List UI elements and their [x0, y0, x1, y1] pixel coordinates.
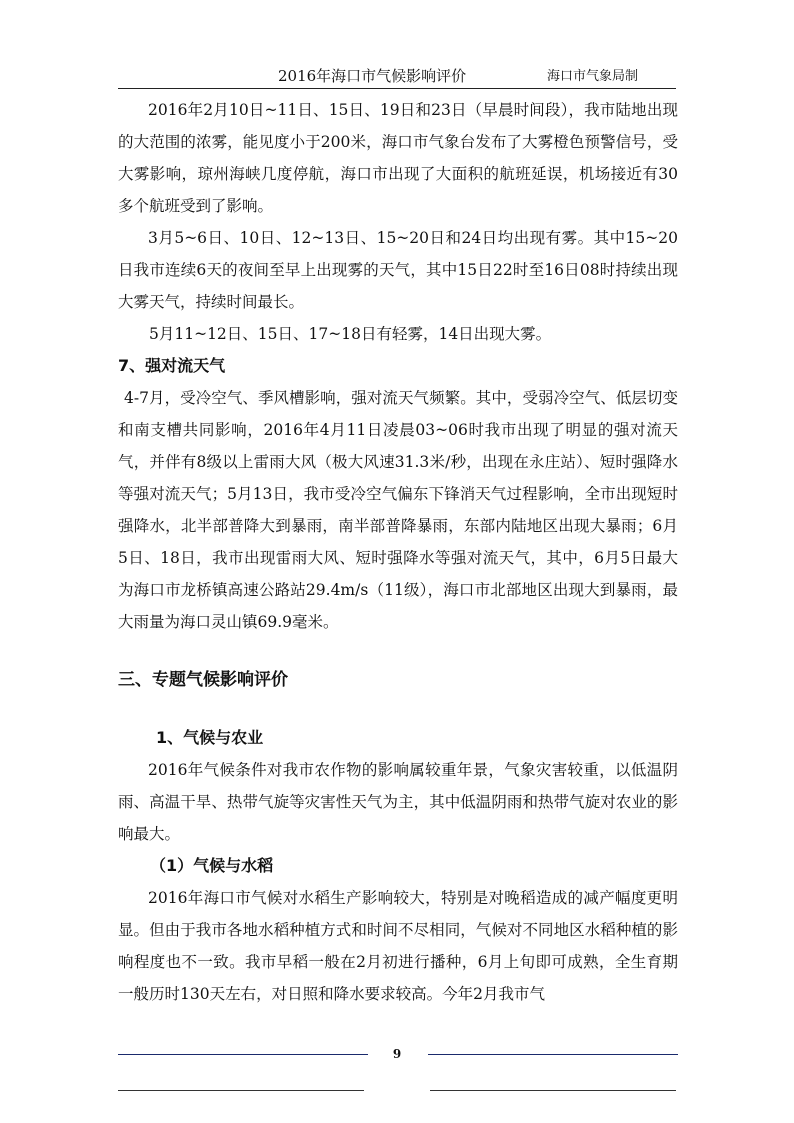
- paragraph-fog-may: 5月11~12日、15日、17~18日有轻雾，14日出现大雾。: [149, 325, 552, 343]
- paragraph-rice: 2016年海口市气候对水稻生产影响较大，特别是对晚稻造成的减产幅度更明显。但由于我市各地水稻种植方式和时间不尽相同，气候对不同地区水稻种植的影响程度也不一致。我市早稻一般在2月初进行播种，6月上旬即可成熟，全生育期一般历时130天左右，对日照和降水要求较高。今年2月我市气: [118, 889, 678, 1003]
- paragraph-convection: 4-7月，受冷空气、季风槽影响，强对流天气频繁。其中，受弱冷空气、低层切变和南支槽共同影响，2016年4月11日凌晨03~06时我市出现了明显的强对流天气，并伴有8级以上雷雨大风（极大风速31.3米/秒，出现在永庄站）、短时强降水等强对流天气；5月13日，我市受冷空气偏东下锋消天气过程影响，全市出现短时强降水，北半部普降大到暴雨，南半部普降暴雨，东部内陆地区出现大暴雨；6月5日、18日，我市出现雷雨大风、短时强降水等强对流天气，其中，6月5日最大为海口市龙桥镇高速公路站29.4m/s（11级），海口市北部地区出现大到暴雨，最大雨量为海口灵山镇69.9毫米。: [118, 389, 678, 631]
- page-number: 9: [392, 1047, 402, 1061]
- paragraph-fog-february: 2016年2月10日~11日、15日、19日和23日（早晨时间段），我市陆地出现的大范围的浓雾，能见度小于200米，海口市气象台发布了大雾橙色预警信号，受大雾影响，琼州海峡几度停航，海口市出现了大面积的航班延误，机场接近有30多个航班受到了影响。: [118, 101, 678, 215]
- paragraph-fog-march: 3月5~6日、10日、12~13日、15~20日和24日均出现有雾。其中15~20日我市连续6天的夜间至早上出现雾的天气，其中15日22时至16日08时持续出现大雾天气，持续时间最长。: [118, 229, 678, 311]
- footer-rule-left: [118, 1054, 368, 1055]
- page-header: [118, 66, 676, 89]
- document-body: [118, 94, 678, 1010]
- footer-rule-bottom-right: [430, 1090, 676, 1091]
- paragraph-agriculture: 2016年气候条件对我市农作物的影响属较重年景，气象灾害较重，以低温阴雨、高温干旱、热带气旋等灾害性天气为主，其中低温阴雨和热带气旋对农业的影响最大。: [118, 761, 678, 843]
- header-org: 海口市气象局制: [546, 69, 638, 84]
- footer-rule-right: [428, 1054, 678, 1055]
- page-footer: [0, 1040, 794, 1100]
- header-title: 2016年海口市气候影响评价: [278, 67, 467, 85]
- section-title: 三、专题气候影响评价: [118, 670, 288, 690]
- heading-agriculture: 1、气候与农业: [156, 728, 264, 747]
- heading-convection: 7、强对流天气: [118, 356, 226, 375]
- heading-rice: （1）气候与水稻: [150, 856, 274, 875]
- footer-rule-bottom-left: [118, 1090, 364, 1091]
